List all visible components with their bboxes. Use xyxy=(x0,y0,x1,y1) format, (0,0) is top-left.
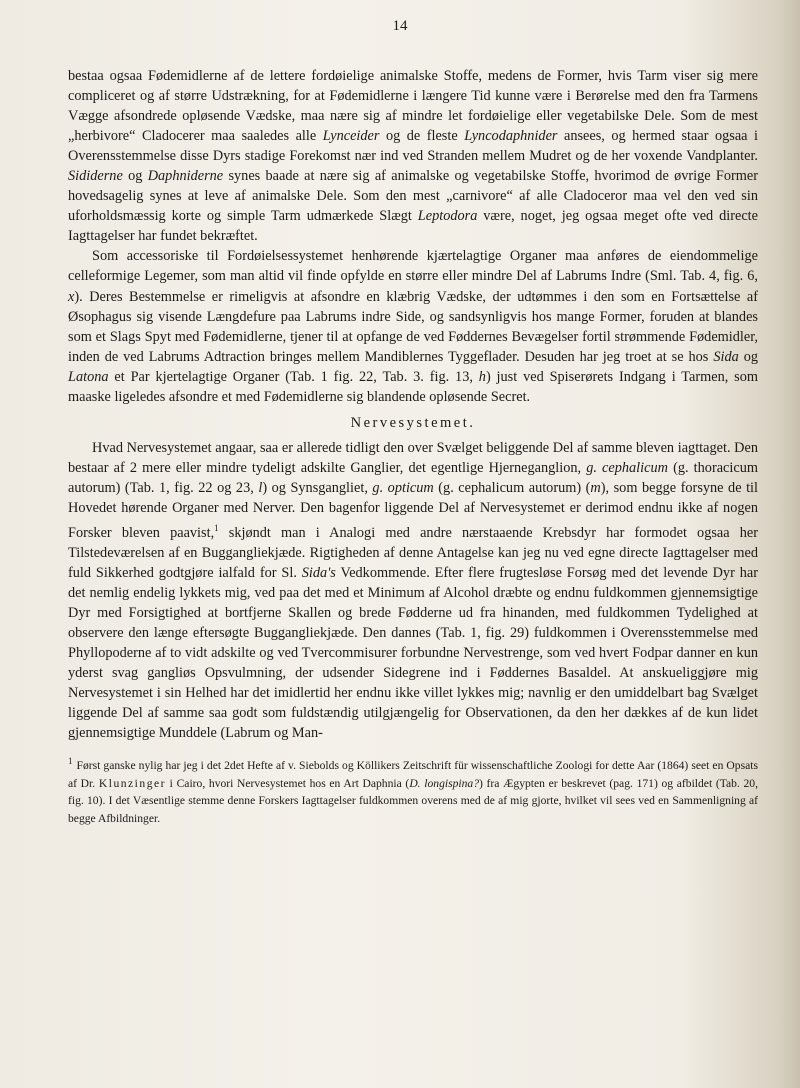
text-run: ) fra Ægypten er beskrevet (pag. 171) og afbildet (Tab. 20, fig. 10). I det Væsentlige stemme denne Forskers Iagttagelser fuldkommen overens med de af mig gjorte, hvilket vil sees ved en Sammenligning af begge Afbildninger. xyxy=(68,776,758,825)
paragraph-nervous-system xyxy=(68,438,758,743)
text-run: et Par kjertelagtige Organer (Tab. 1 fig. 22, Tab. 3. fig. 13, xyxy=(108,368,479,385)
page-number: 14 xyxy=(392,18,408,34)
text-run: og xyxy=(738,348,758,365)
text-run: ansees, og hermed staar ogsaa i Overensstemmelse disse Dyrs stadige Forekomst nær ind ved Stranden mellem Mudret og de her voxende Vandplanter. xyxy=(68,128,758,165)
taxon-name: Lyncodaphnider xyxy=(464,128,558,145)
text-run: Vedkommende. Efter flere frugtesløse Forsøg med det levende Dyr har det nemlig endelig lykkets mig, ved paa det med et Minimum af Alcohol dræbte og endnu fuldkommen gjennemsigtige Dyr med Forsigtighed at bortfjerne Skallen og brede Fødderne ud fra hinanden, med fuldkommen Tydelighed at observere den længe eftersøgte Buggangliekjæde. Den dannes (Tab. 1, fig. 29) fuldkommen i Overensstemmelse med Phyllopoderne af to vidt adskilte og ved Tvercommisurer forbundne Nervestrenge, som ved hvert Fodpar danner en kun yderst svag gangliøs Opsvulmning, der udsender Sidegrene ind i Føddernes Basaldel. At anskueliggjøre mig Nervesystemet i sin Helhed har det imidlertid her endnu ikke villet lykkes mig; navnlig er den umiddelbart bag Svælget liggende Del af samme saa godt som fuldstændig utilgjængelig for Observationen, da den her dækkes af de kun lidet gjennemsigtige Munddele (Labrum og Man- xyxy=(68,564,758,742)
text-run: ), som begge forsyne de til Hovedet hørende Organer med Nerver. Den bagenfor liggende Del af Nervesystemet er derimod endnu ikke af nogen Forsker bleven paavist, xyxy=(68,479,758,541)
text-run: (g. cephalicum autorum) ( xyxy=(433,479,591,496)
text-run: ) just ved Spiserørets Indgang i Tarmen, som maaske ligeledes afsondre et med Fødemidlerne sig blandende opløsende Secret. xyxy=(68,368,758,405)
taxon-name: Sida's xyxy=(301,564,336,581)
figure-letter: m xyxy=(590,479,601,496)
footnote-mark: 1 xyxy=(68,756,73,767)
text-run: og de fleste xyxy=(379,128,465,145)
paragraph-glandular-organs xyxy=(68,246,758,406)
taxon-name: Sididerne xyxy=(68,168,123,185)
footnote-reference: 1 xyxy=(214,522,219,533)
text-run: Hvad Nervesystemet angaar, saa er allerede tidligt den over Svælget beliggende Del af samme bleven iagttaget. Den bestaar af 2 mere eller mindre tydeligt adskilte Ganglier, det egentlige Hjerneganglion, xyxy=(68,439,758,476)
taxon-name: Sida xyxy=(713,348,739,365)
section-heading: Nervesystemet. xyxy=(350,414,476,431)
page-body xyxy=(68,66,758,828)
footnote xyxy=(68,753,758,827)
taxon-name: Daphniderne xyxy=(147,168,224,185)
text-run: Først ganske nylig har jeg i det 2det Hefte af v. Siebolds og Köllikers Zeitschrift für wissenschaftliche Zoologi for dette Aar (1864) seet en Opsats af Dr. xyxy=(68,759,758,790)
text-run: Som accessoriske til Fordøielsessystemet henhørende kjærtelagtige Organer maa anføres de eiendommelige celleformige Legemer, som man altid vil finde opfylde en større eller mindre Del af Labrums Indre (Sml. Tab. 4, fig. 6, xyxy=(68,248,758,285)
text-run: synes baade at nære sig af animalske og vegetabilske Stoffe, hvorimod de øvrige Former hovedsagelig synes at leve af animalske Dele. Som den mest „carnivore“ af alle Cladoceror maa vel den ved sin uforholdsmæssig korte og simple Tarm udmærkede Slægt xyxy=(68,168,759,225)
text-run: ) og Synsgangliet, xyxy=(262,479,373,496)
figure-letter: l xyxy=(258,479,263,496)
text-run: i Cairo, hvori Nervesystemet hos en Art Daphnia ( xyxy=(166,776,410,790)
text-run: og xyxy=(122,168,148,185)
paragraph-digestion-diet xyxy=(68,66,758,246)
text-run: skjøndt man i Analogi med andre nærstaaende Krebsdyr har formodet ogsaa her Tilstedeværelsen af en Buggangliekjæde. Rigtigheden af denne Antagelse kan jeg nu ved egne directe Iagttagelser med fuld Sikkerhed godtgjøre ialfald for Sl. xyxy=(68,524,759,581)
taxon-name: Lynceider xyxy=(322,128,380,145)
anatomy-term: g. cephalicum xyxy=(586,459,668,476)
taxon-name: Leptodora xyxy=(417,208,478,225)
author-name: Klunzinger xyxy=(98,776,166,790)
figure-letter: h xyxy=(478,368,486,385)
text-run: (g. thoracicum autorum) (Tab. 1, fig. 22 og 23, xyxy=(68,459,758,496)
taxon-name: D. longispina? xyxy=(409,776,480,790)
text-run: bestaa ogsaa Fødemidlerne af de lettere fordøielige animalske Stoffe, medens de Former, hvis Tarm viser sig mere compliceret og af større Udstrækning, for at Fødemidlerne i længere Tid kunne være i Berørelse med den fra Tarmens Vægge afsondrede opløsende Vædske, maa nære sig af mindre let fordøielige eller vegetabilske Dele. Som de mest „herbivore“ Cladocerer maa saaledes alle xyxy=(68,68,758,145)
taxon-name: Latona xyxy=(68,368,109,385)
figure-letter: x xyxy=(68,288,75,305)
anatomy-term: g. opticum xyxy=(372,479,434,496)
text-run: være, noget, jeg ogsaa meget ofte ved directe Iagttagelser har fundet bekræftet. xyxy=(68,208,758,245)
text-run: ). Deres Bestemmelse er rimeligvis at afsondre en klæbrig Vædske, der udtømmes i den som en Fortsættelse af Øsophagus sig visende Længdefure paa Labrums indre Side, og sandsynligvis hos mange Former, foruden at blandes som et Slags Spyt med Fødemidlerne, tjener til at opfange de ved Føddernes Bevægelser fortil strømmende Fødemidler, inden de ved Labrums Adtraction bringes mellem Mandiblernes Tyggeflader. Desuden har jeg troet at se hos xyxy=(68,288,758,365)
